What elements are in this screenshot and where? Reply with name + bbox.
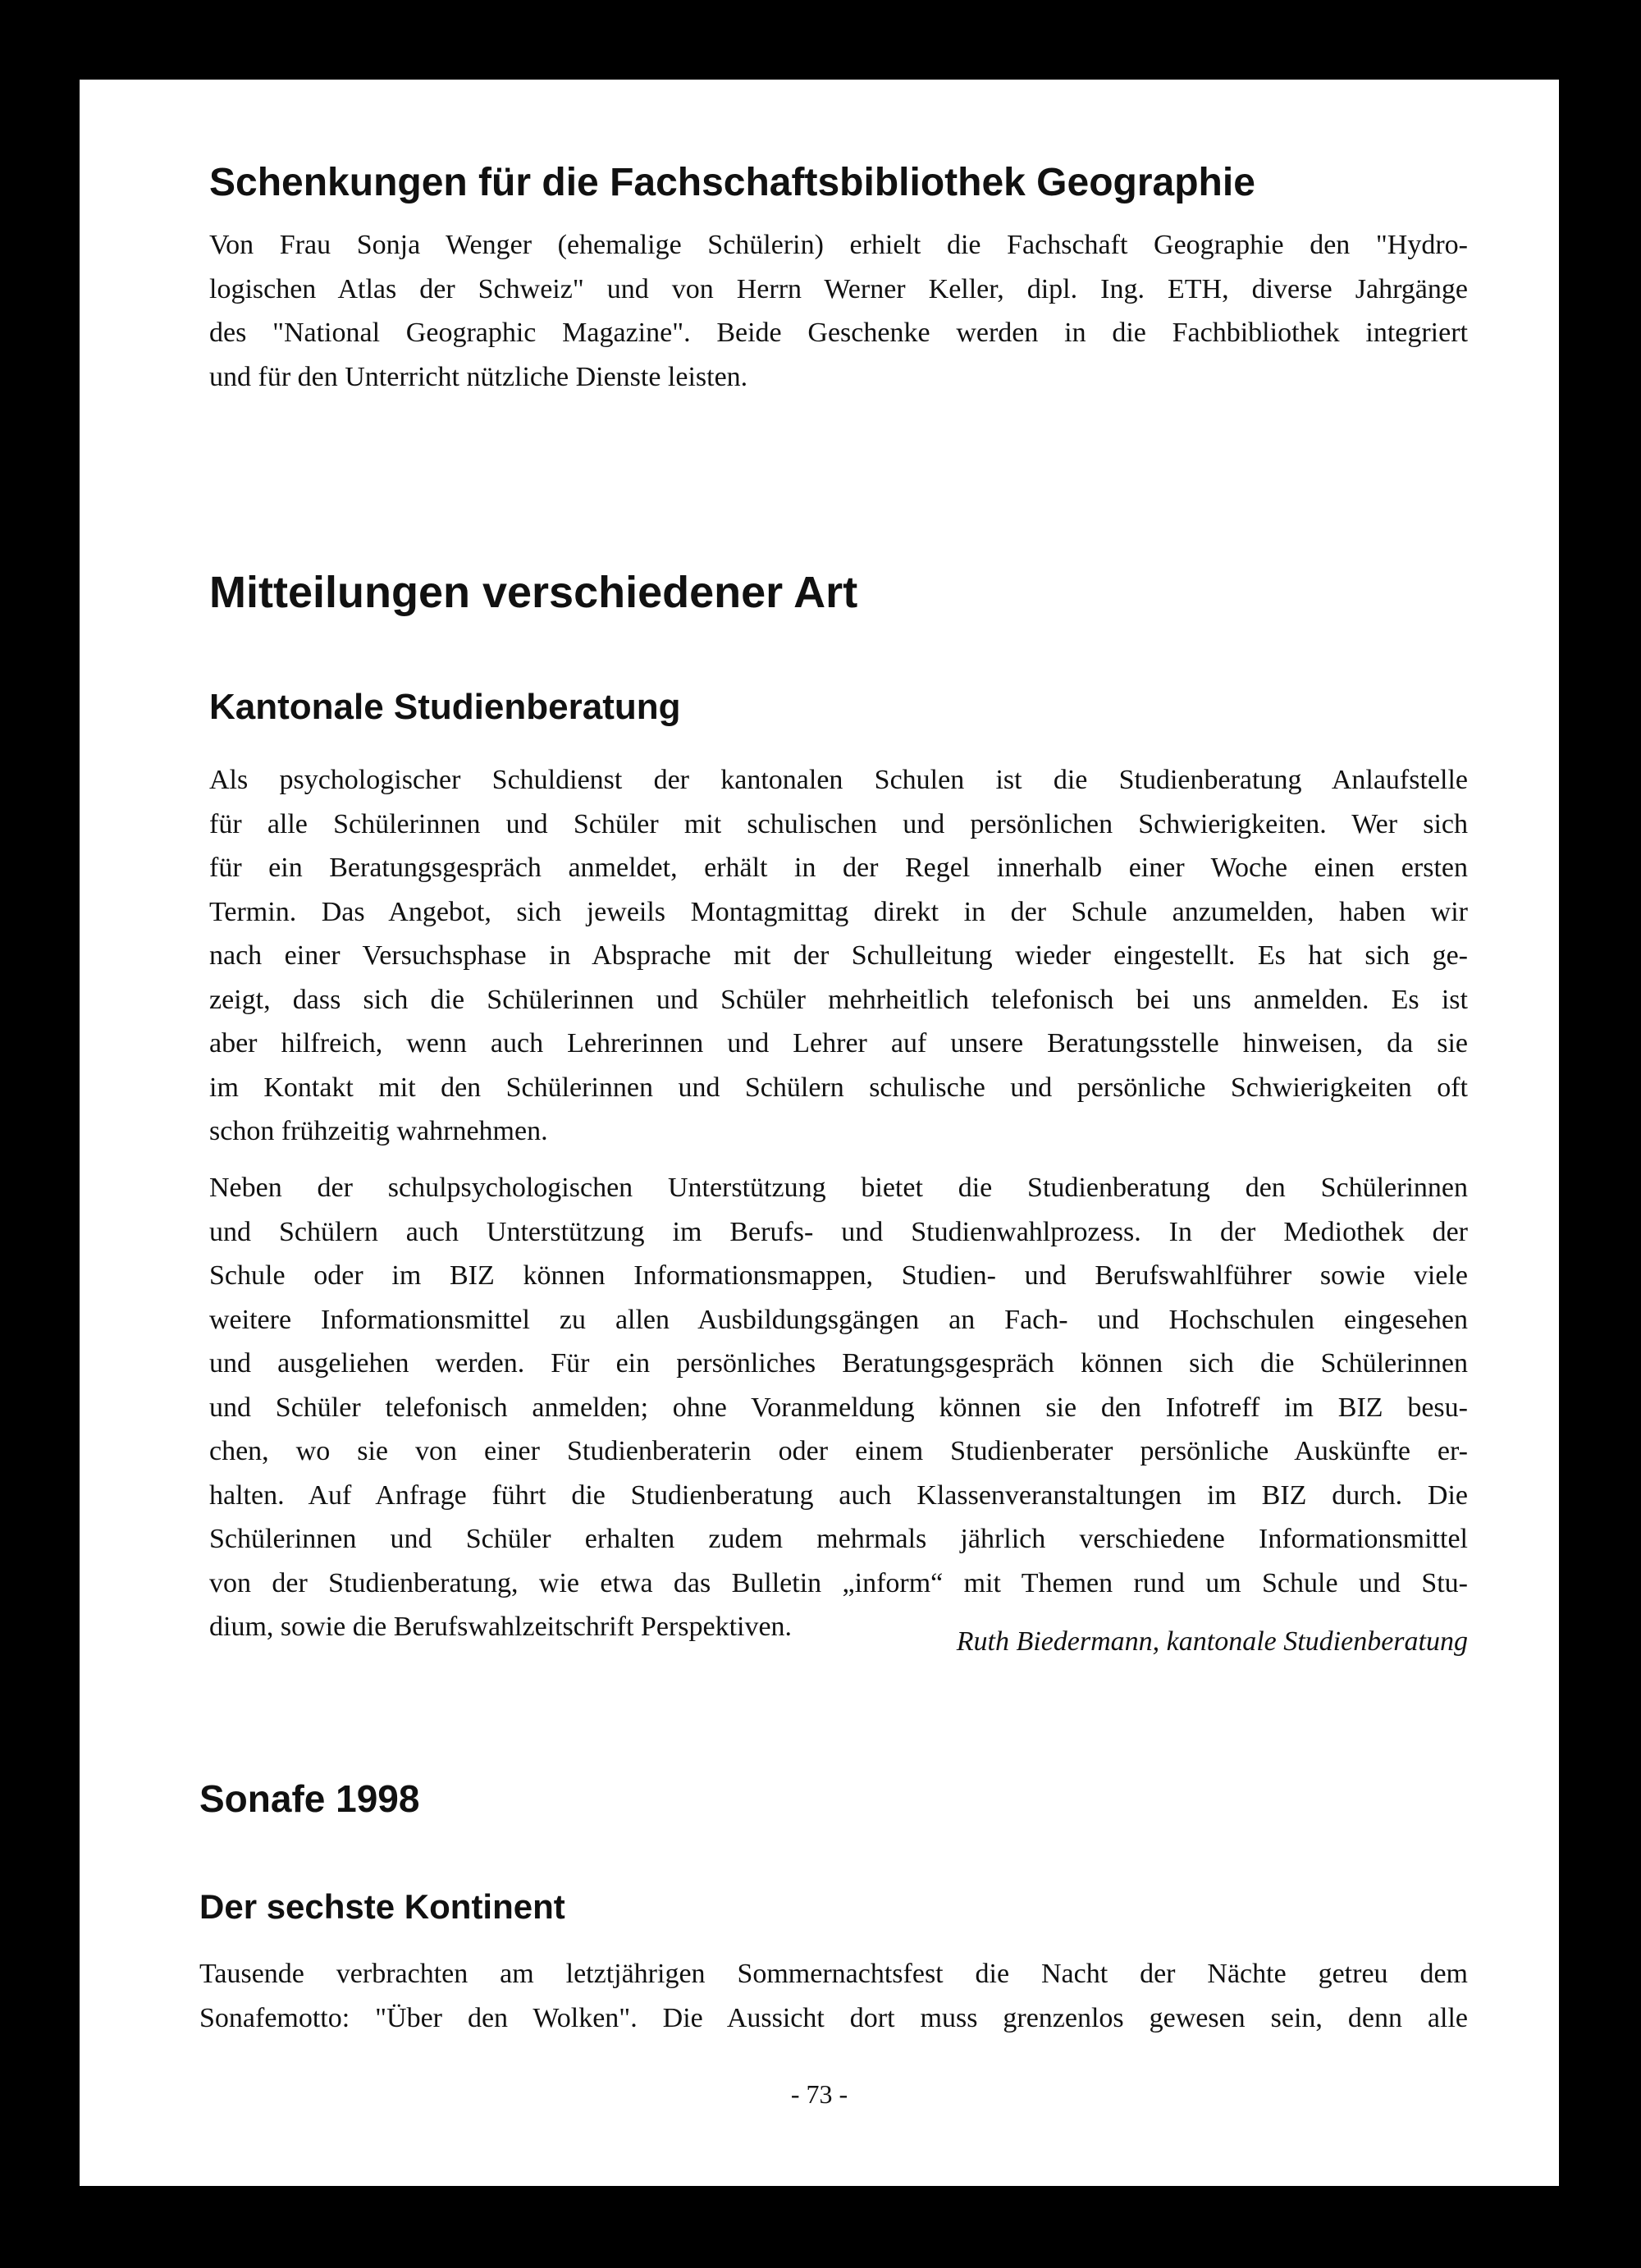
text-line: Als psychologischer Schuldienst der kantonalen Schulen ist die Studienberatung Anlaufstelle (209, 765, 1468, 795)
text-line: Tausende verbrachten am letztjährigen Sommernachtsfest die Nacht der Nächte getreu dem (199, 1959, 1468, 1989)
text-line: schon frühzeitig wahrnehmen. (209, 1116, 548, 1146)
paragraph-studienberatung-2 (209, 1166, 1468, 1649)
text-line: Neben der schulpsychologischen Unterstützung bietet die Studienberatung den Schülerinnen (209, 1173, 1468, 1203)
document-page (80, 80, 1559, 2186)
text-line: chen, wo sie von einer Studienberaterin oder einem Studienberater persönliche Auskünfte er- (209, 1436, 1468, 1466)
text-line: im Kontakt mit den Schülerinnen und Schülern schulische und persönliche Schwierigkeiten oft (209, 1072, 1468, 1103)
text-line: nach einer Versuchsphase in Absprache mit der Schulleitung wieder eingestellt. Es hat sich ge- (209, 940, 1468, 971)
text-line: und Schüler telefonisch anmelden; ohne Voranmeldung können sie den Infotreff im BIZ besu- (209, 1392, 1468, 1423)
text-line: von der Studienberatung, wie etwa das Bulletin „inform“ mit Themen rund um Schule und Stu- (209, 1567, 1468, 1598)
text-line: für ein Beratungsgespräch anmeldet, erhält in der Regel innerhalb einer Woche einen ersten (209, 853, 1468, 883)
text-line: Schülerinnen und Schüler erhalten zudem mehrmals jährlich verschiedene Informationsmittel (209, 1524, 1468, 1554)
text-line: und ausgeliehen werden. Für ein persönliches Beratungsgespräch können sich die Schülerinnen (209, 1348, 1468, 1379)
author-signature: Ruth Biedermann, kantonale Studienberatung (956, 1626, 1468, 1657)
heading-studienberatung: Kantonale Studienberatung (209, 687, 681, 727)
paragraph-schenkungen (209, 223, 1468, 399)
paragraph-studienberatung-1 (209, 758, 1468, 1154)
text-line: zeigt, dass sich die Schülerinnen und Schüler mehrheitlich telefonisch bei uns anmelden. Es ist (209, 984, 1468, 1015)
text-line: dium, sowie die Berufswahlzeitschrift Perspektiven. (209, 1612, 793, 1642)
text-line: Schule oder im BIZ können Informationsmappen, Studien- und Berufswahlführer sowie viele (209, 1260, 1468, 1291)
paragraph-sonafe (199, 1952, 1468, 2040)
text-line: des "National Geographic Magazine". Beide Geschenke werden in die Fachbibliothek integriert (209, 318, 1468, 348)
text-line: Von Frau Sonja Wenger (ehemalige Schülerin) erhielt die Fachschaft Geographie den "Hydro- (209, 230, 1468, 260)
heading-schenkungen: Schenkungen für die Fachschaftsbibliothek Geographie (209, 161, 1255, 204)
text-line: für alle Schülerinnen und Schüler mit schulischen und persönlichen Schwierigkeiten. Wer sich (209, 808, 1468, 839)
text-line: Termin. Das Angebot, sich jeweils Montagmittag direkt in der Schule anzumelden, haben wir (209, 896, 1468, 927)
text-line: Sonafemotto: "Über den Wolken". Die Aussicht dort muss grenzenlos gewesen sein, denn alle (199, 2002, 1468, 2033)
text-line: und Schülern auch Unterstützung im Berufs- und Studienwahlprozess. In der Mediothek der (209, 1216, 1468, 1247)
heading-mitteilungen: Mitteilungen verschiedener Art (209, 568, 858, 617)
text-line: halten. Auf Anfrage führt die Studienberatung auch Klassenveranstaltungen im BIZ durch. Die (209, 1479, 1468, 1511)
page-number: - 73 - (790, 2079, 848, 2109)
heading-sechste-kontinent: Der sechste Kontinent (199, 1887, 565, 1926)
text-line: weitere Informationsmittel zu allen Ausbildungsgängen an Fach- und Hochschulen eingesehen (209, 1304, 1468, 1335)
text-line: logischen Atlas der Schweiz" und von Herrn Werner Keller, dipl. Ing. ETH, diverse Jahrgänge (209, 273, 1468, 304)
heading-sonafe: Sonafe 1998 (199, 1777, 420, 1820)
text-line: und für den Unterricht nützliche Dienste leisten. (209, 361, 748, 392)
text-line: aber hilfreich, wenn auch Lehrerinnen und Lehrer auf unsere Beratungsstelle hinweisen, da sie (209, 1028, 1468, 1059)
